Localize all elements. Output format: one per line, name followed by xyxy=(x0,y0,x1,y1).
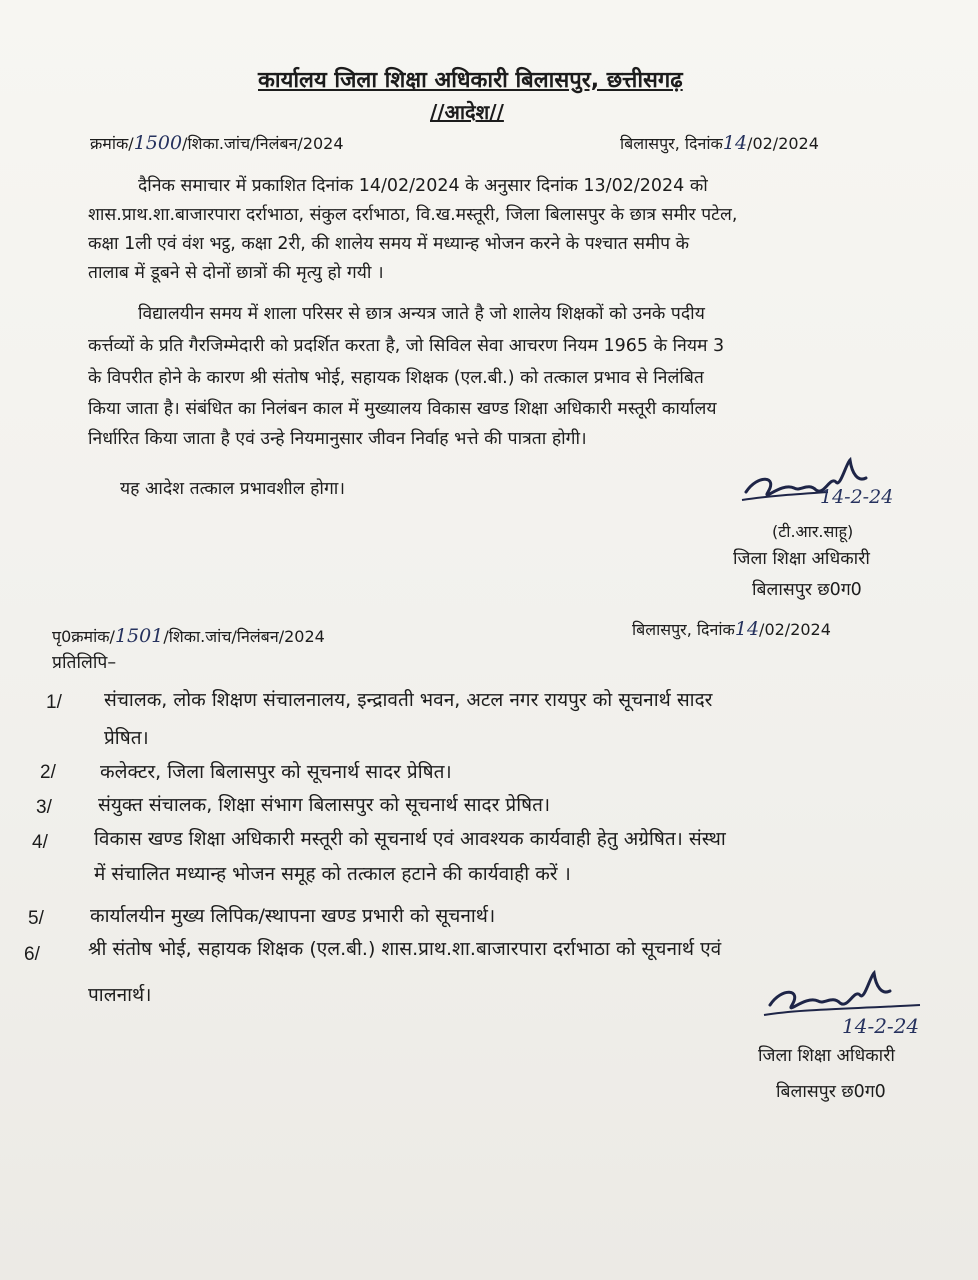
list-number: 6/ xyxy=(24,944,40,965)
list-number: 1/ xyxy=(46,692,62,713)
list-item-line: संयुक्त संचालक, शिक्षा संभाग बिलासपुर को सूचनार्थ सादर प्रेषित। xyxy=(98,794,551,816)
order-title: //आदेश// xyxy=(430,100,504,124)
signatory-name: (टी.आर.साहू) xyxy=(772,522,854,541)
list-item-line: में संचालित मध्यान्ह भोजन समूह को तत्काल हटाने की कार्यवाही करें । xyxy=(94,863,571,885)
handwritten-order-number: 1500 xyxy=(133,132,183,154)
adjacent-page-edge xyxy=(970,258,978,298)
endorsement-reference: पृ0क्रमांक/1501/शिका.जांच/निलंबन/2024 xyxy=(52,625,325,647)
list-number: 3/ xyxy=(36,797,52,818)
list-number: 5/ xyxy=(28,908,44,929)
office-heading: कार्यालय जिला शिक्षा अधिकारी बिलासपुर, छत्तीसगढ़ xyxy=(258,68,683,93)
signature-1-date: 14-2-24 xyxy=(820,486,894,508)
paragraph2-line: निर्धारित किया जाता है एवं उन्हे नियमानुसार जीवन निर्वाह भत्ते की पात्रता होगी। xyxy=(88,429,587,449)
list-item-line: विकास खण्ड शिक्षा अधिकारी मस्तूरी को सूचनार्थ एवं आवश्यक कार्यवाही हेतु अग्रेषित। संस्था xyxy=(94,828,726,850)
list-item-line: श्री संतोष भोई, सहायक शिक्षक (एल.बी.) शास.प्राथ.शा.बाजारपारा दर्राभाठा को सूचनार्थ एवं xyxy=(88,938,722,960)
list-item-line: कार्यालयीन मुख्य लिपिक/स्थापना खण्ड प्रभारी को सूचनार्थ। xyxy=(90,905,496,927)
paragraph2-line: किया जाता है। संबंधित का निलंबन काल में मुख्यालय विकास खण्ड शिक्षा अधिकारी मस्तूरी कार्यालय xyxy=(88,399,717,419)
copy-label: प्रतिलिपि– xyxy=(52,653,117,673)
order-reference: क्रमांक/1500/शिका.जांच/निलंबन/2024 xyxy=(90,132,344,154)
paragraph1-line: दैनिक समाचार में प्रकाशित दिनांक 14/02/2024 के अनुसार दिनांक 13/02/2024 को xyxy=(138,176,708,196)
effective-statement: यह आदेश तत्काल प्रभावशील होगा। xyxy=(120,479,345,499)
paragraph2-line: विद्यालयीन समय में शाला परिसर से छात्र अन्यत्र जाते है जो शालेय शिक्षकों को उनके पदीय xyxy=(138,304,705,324)
order-date: बिलासपुर, दिनांक14/02/2024 xyxy=(620,132,819,154)
endorsement-date: बिलासपुर, दिनांक14/02/2024 xyxy=(632,618,831,640)
signatory-designation: जिला शिक्षा अधिकारी xyxy=(733,549,870,569)
signatory-location: बिलासपुर छ0ग0 xyxy=(752,580,862,600)
list-number: 4/ xyxy=(32,832,48,853)
list-item-line: पालनार्थ। xyxy=(88,984,152,1006)
handwritten-day: 14 xyxy=(722,132,748,154)
list-item-line: कलेक्टर, जिला बिलासपुर को सूचनार्थ सादर प्रेषित। xyxy=(100,761,452,783)
paragraph1-line: शास.प्राथ.शा.बाजारपारा दर्राभाठा, संकुल दर्राभाठा, वि.ख.मस्तूरी, जिला बिलासपुर के छात्र समीर पटेल, xyxy=(88,205,738,225)
paragraph1-line: कक्षा 1ली एवं वंश भट्ठ, कक्षा 2री, की शालेय समय में मध्यान्ह भोजन करने के पश्चात समीप के xyxy=(88,234,690,254)
signatory-designation: जिला शिक्षा अधिकारी xyxy=(758,1046,895,1066)
list-number: 2/ xyxy=(40,762,56,783)
signature-2-date: 14-2-24 xyxy=(842,1014,920,1038)
handwritten-day: 14 xyxy=(734,618,760,640)
handwritten-endorsement-number: 1501 xyxy=(114,625,164,647)
signatory-location: बिलासपुर छ0ग0 xyxy=(776,1082,886,1102)
list-item-line: संचालक, लोक शिक्षण संचालनालय, इन्द्रावती भवन, अटल नगर रायपुर को सूचनार्थ सादर xyxy=(104,689,713,711)
paragraph2-line: के विपरीत होने के कारण श्री संतोष भोई, सहायक शिक्षक (एल.बी.) को तत्काल प्रभाव से निलंबित xyxy=(88,368,704,388)
list-item-line: प्रेषित। xyxy=(104,727,149,749)
paragraph2-line: कर्त्तव्यों के प्रति गैरजिम्मेदारी को प्रदर्शित करता है, जो सिविल सेवा आचरण नियम 1965 के नियम 3 xyxy=(88,336,725,356)
paragraph1-line: तालाब में डूबने से दोनों छात्रों की मृत्यु हो गयी । xyxy=(88,263,384,283)
